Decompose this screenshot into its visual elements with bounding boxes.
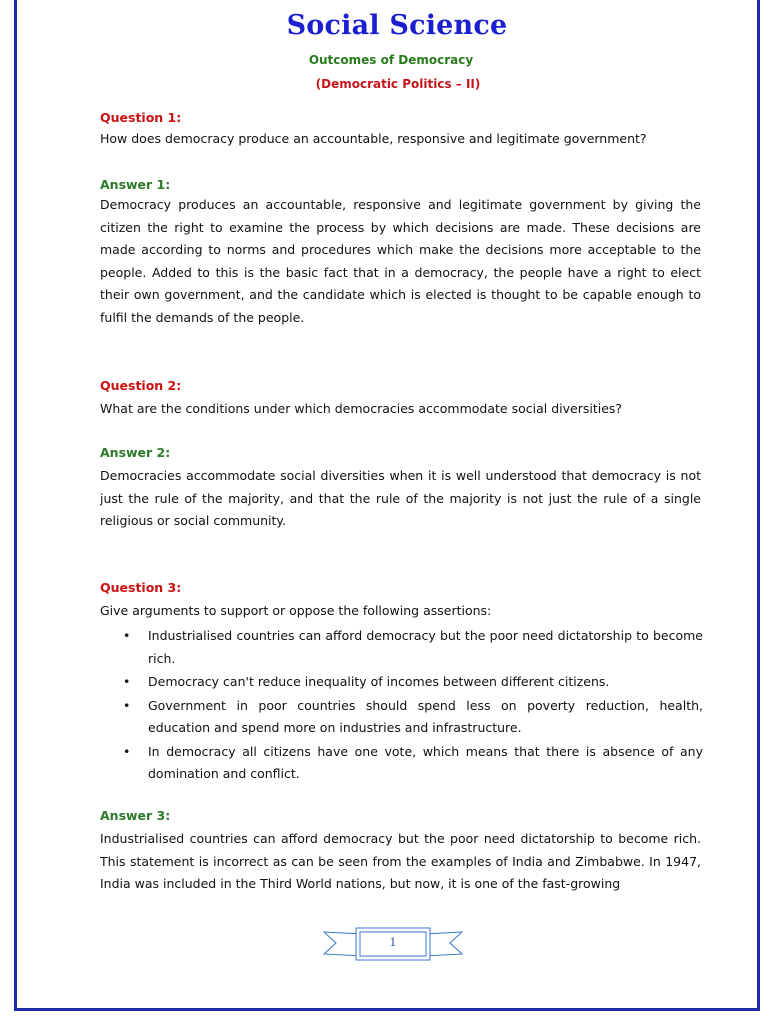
question-3-text: Give arguments to support or oppose the following assertions: xyxy=(100,603,492,618)
question-1-text: How does democracy produce an accountable, responsive and legitimate government? xyxy=(100,131,647,146)
answer-3-text: Industrialised countries can afford democracy but the poor need dictatorship to become rich. This statement is incorrect as can be seen from the examples of India and Zimbabwe. In 1947, India was included in the Third World nations, but now, it is one of the fast-growing xyxy=(100,831,701,892)
answer-1-label: Answer 1: xyxy=(100,177,171,192)
bullet-icon: • xyxy=(123,697,131,713)
answer-3-label: Answer 3: xyxy=(100,808,171,823)
question-1-label: Question 1: xyxy=(100,110,182,125)
bullet-icon: • xyxy=(123,674,131,689)
page-title: Social Science xyxy=(286,10,508,41)
list-item: • In democracy all citizens have one vote, which means that there is absence of any domination and conflict. xyxy=(100,741,703,786)
question-2-label: Question 2: xyxy=(100,378,182,393)
page-number: 1 xyxy=(389,936,397,949)
page-number-ribbon xyxy=(322,922,464,964)
book-title: (Democratic Politics – II) xyxy=(315,77,481,91)
question-2-text: What are the conditions under which democracies accommodate social diversities? xyxy=(100,401,623,416)
list-item: • Industrialised countries can afford democracy but the poor need dictatorship to become rich. xyxy=(100,625,703,670)
list-item: • Government in poor countries should spend less on poverty reduction, health, education and spend more on industries and infrastructure. xyxy=(100,695,703,740)
chapter-title: Outcomes of Democracy xyxy=(308,53,474,67)
question-3-label: Question 3: xyxy=(100,580,182,595)
list-item: • Democracy can't reduce inequality of incomes between different citizens. xyxy=(100,671,703,694)
answer-2-label: Answer 2: xyxy=(100,445,171,460)
answer-2-text: Democracies accommodate social diversities when it is well understood that democracy is not just the rule of the majority, and that the rule of the majority is not just the rule of a single religious or social community. xyxy=(100,468,701,529)
bullet-icon: • xyxy=(123,628,131,643)
answer-1-text: Democracy produces an accountable, responsive and legitimate government by giving the citizen the right to examine the process by which decisions are made. These decisions are made according to norms and procedures which make the decisions more acceptable to the people. Added to this is the basic fact that in a democracy, the people have a right to elect their own government, and the candidate which is elected is thought to be capable enough to fulfil the demands of the people. xyxy=(100,197,701,325)
assertion-list xyxy=(100,625,703,787)
bullet-icon: • xyxy=(123,743,131,759)
